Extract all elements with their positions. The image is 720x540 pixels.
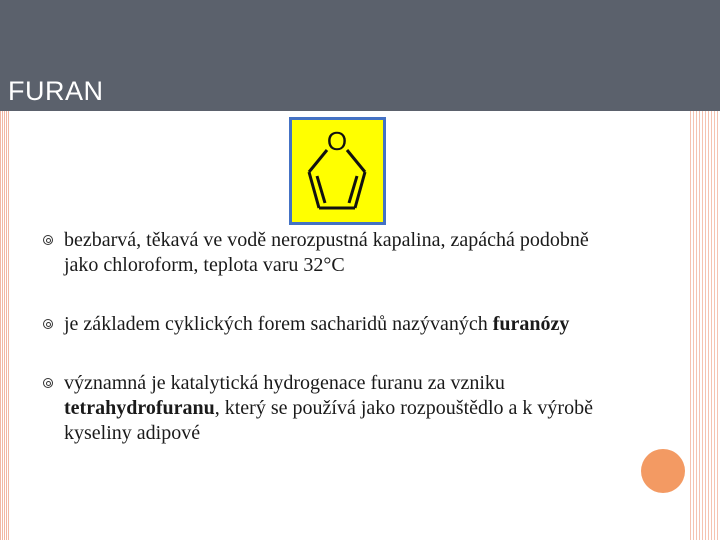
list-item (40, 371, 600, 446)
bullet-text: je základem cyklických forem sacharidů nazývaných (64, 313, 493, 335)
bullet-bold-term: furanózy (492, 313, 570, 335)
bullet-icon (43, 378, 53, 388)
list-item (40, 228, 600, 278)
slide-title: FURAN (8, 76, 104, 106)
bond-o-c2 (309, 150, 327, 172)
furan-structure-image (289, 117, 386, 225)
bullet-text-end: , který se používá jako rozpouštědlo a k výrobě kyseliny adipové (64, 397, 593, 444)
bond-o-c5 (347, 150, 365, 172)
furan-ring-diagram (292, 120, 383, 222)
double-bond-right (349, 176, 357, 203)
left-decoration-stripes (0, 111, 10, 540)
bullet-list (40, 228, 600, 480)
decorative-circle (641, 449, 685, 493)
bullet-icon (43, 235, 53, 245)
bullet-icon (43, 319, 53, 329)
double-bond-left (317, 176, 325, 203)
right-decoration-stripes (690, 111, 720, 540)
list-item (40, 312, 600, 337)
bullet-text: bezbarvá, těkavá ve vodě nerozpustná kapalina, zapáchá podobně jako chloroform, teplota varu 32°C (64, 229, 589, 276)
bullet-bold-term: tetrahydrofuranu (64, 397, 215, 419)
oxygen-atom-label: O (326, 126, 348, 156)
bullet-text: významná je katalytická hydrogenace furanu za vzniku (64, 372, 505, 394)
title-bar (0, 0, 720, 111)
